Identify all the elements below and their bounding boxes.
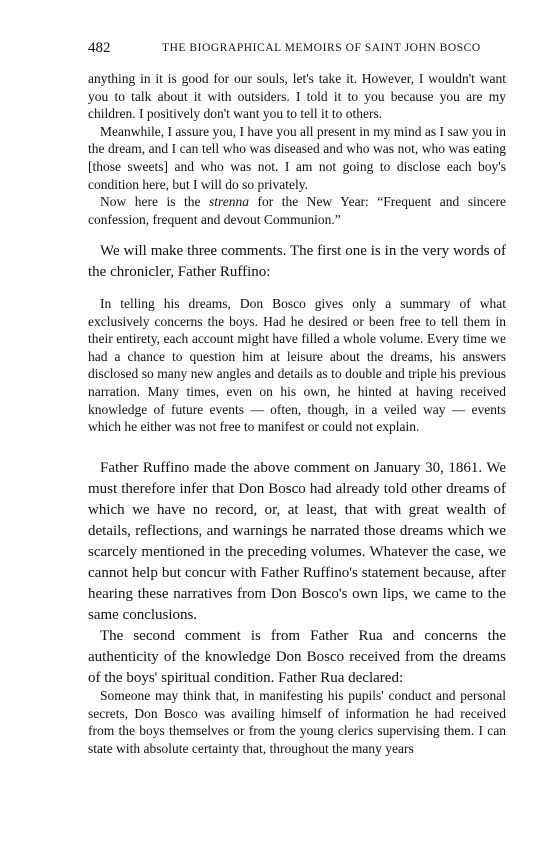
rua-quote (88, 687, 506, 757)
page-header (88, 40, 508, 60)
rua-quote-text: Someone may think that, in manifesting his pupils' conduct and personal secrets, Don Bosco was availing himself of information he had received from the boys themselves or from the young clerics supervising them. I can state with absolute certainty that, throughout the many years (88, 688, 506, 756)
main-paragraph-2: The second comment is from Father Rua and concerns the authenticity of the knowledge Don Bosco received from the dreams of the boys' spiritual condition. Father Rua declared: (88, 628, 506, 686)
ruffino-quote-text: In telling his dreams, Don Bosco gives only a summary of what exclusively concerns the boys. Had he desired or been free to tell them in their entirety, each account might have filled a whole volume. Every time we had a chance to question him at leisure about the dreams, his answers disclosed so many new angles and details as to double and triple his previous narration. Many times, even on his own, he hinted at having received knowledge of future events — often, though, in a veiled way — events which he either was not free to manifest or could not explain. (88, 296, 506, 435)
comment-paragraph: We will make three comments. The first one is in the very words of the chronicler, Father Ruffino: (88, 243, 506, 280)
strenna-intro: Now here is the (100, 194, 201, 210)
strenna-text: for the New Year: “Frequent and sincere confession, frequent and devout Communion.” (88, 194, 506, 227)
first-comment-intro (88, 241, 506, 283)
page-number: 482 (88, 40, 111, 56)
letter-excerpt (88, 70, 506, 228)
running-head: THE BIOGRAPHICAL MEMOIRS OF SAINT JOHN BOSCO (162, 42, 481, 54)
main-text (88, 458, 506, 689)
letter-paragraph-2: Meanwhile, I assure you, I have you all present in my mind as I saw you in the dream, and I can tell who was diseased and who was not, who was eating [those sweets] and who was not. I am not going to disclose each boy's condition here, but I will do so privately. (88, 123, 506, 192)
main-paragraph-1: Father Ruffino made the above comment on January 30, 1861. We must therefore infer that Don Bosco had already told other dreams of which we have no record, or, at least, that with great wealth of details, reflections, and warnings he narrated those dreams which we scarcely mentioned in the preceding volumes. Whatever the case, we cannot help but concur with Father Ruffino's statement because, after hearing these narratives from Don Bosco's own lips, we came to the same conclusions. (88, 460, 506, 623)
letter-paragraph-3 (88, 193, 506, 228)
ruffino-quote (88, 295, 506, 436)
strenna-word: strenna (208, 194, 249, 210)
letter-paragraph-1: anything in it is good for our souls, let's take it. However, I wouldn't want you to talk about it with outsiders. I told it to you because you are my children. I positively don't want you to tell it to others. (88, 71, 506, 122)
